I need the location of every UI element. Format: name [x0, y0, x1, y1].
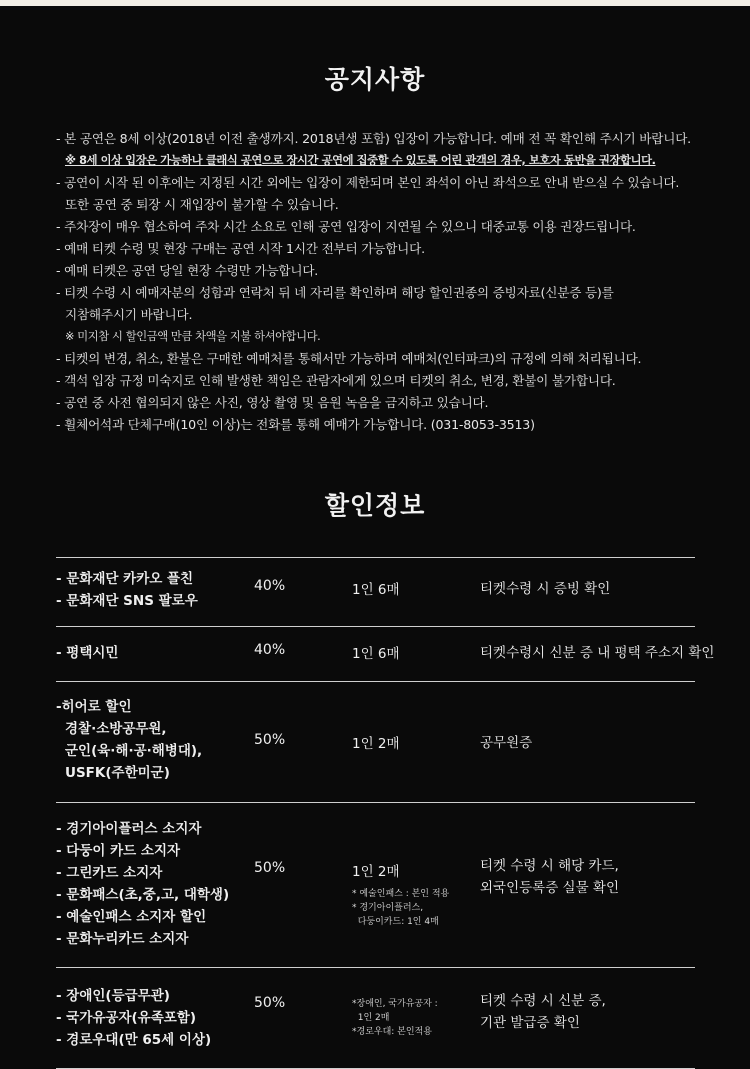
- discount-row: [56, 558, 695, 627]
- confirm-method: [480, 855, 619, 899]
- discount-rate: 50%: [254, 995, 286, 1011]
- notice-line: ※ 미지참 시 할인금액 만큼 차액을 지불 하셔야합니다.: [65, 330, 321, 343]
- discount-targets: [56, 696, 202, 784]
- purchase-limit: 1인 2매: [352, 864, 400, 880]
- discount-row: [56, 627, 715, 682]
- notice-line: 또한 공연 중 퇴장 시 재입장이 불가할 수 있습니다.: [65, 197, 339, 212]
- confirm-method: [480, 732, 532, 754]
- discount-table: [56, 557, 715, 1069]
- notice-line: - 본 공연은 8세 이상(2018년 이전 출생까지. 2018년생 포함) 입장이 가능합니다. 예매 전 꼭 확인해 주시기 바랍니다.: [56, 131, 691, 146]
- target-item: - 경기아이플러스 소지자: [56, 821, 202, 837]
- notice-line: - 주차장이 매우 협소하여 주차 시간 소요로 인해 공연 입장이 지연될 수 있으니 대중교통 이용 권장드립니다.: [56, 219, 636, 234]
- discount-row: [56, 682, 695, 803]
- confirm-method: [480, 990, 606, 1034]
- discount-targets: [56, 818, 229, 950]
- target-item: USFK(주한미군): [65, 765, 170, 781]
- notice-line: - 티켓 수령 시 예매자분의 성함과 연락처 뒤 네 자리를 확인하며 해당 할인권종의 증빙자료(신분증 등)를: [56, 285, 614, 300]
- limit-note: * 예술인패스 : 본인 적용: [352, 889, 450, 899]
- limit-note: *경로우대: 본인적용: [352, 1027, 432, 1037]
- confirm-line: 기관 발급증 확인: [480, 1015, 580, 1031]
- discount-targets: [56, 642, 118, 664]
- confirm-line: 티켓수령시 신분 증 내 평택 주소지 확인: [480, 645, 715, 661]
- limit-note: 다둥이카드: 1인 4매: [352, 917, 439, 927]
- target-item: - 평택시민: [56, 645, 119, 661]
- target-item: - 그린카드 소지자: [56, 865, 163, 881]
- notice-line: 지참해주시기 바랍니다.: [65, 307, 193, 322]
- notice-line: - 예매 티켓 수령 및 현장 구매는 공연 시작 1시간 전부터 가능합니다.: [56, 241, 425, 256]
- notice-title: 공지사항: [324, 65, 426, 94]
- notice-list: [56, 128, 706, 436]
- notice-line: ※ 8세 이상 입장은 가능하나 클래식 공연으로 장시간 공연에 집중할 수 있도록 어린 관객의 경우, 보호자 동반을 권장합니다.: [65, 154, 656, 167]
- notice-line: - 공연이 시작 된 이후에는 지정된 시간 외에는 입장이 제한되며 본인 좌석이 아닌 좌석으로 안내 받으실 수 있습니다.: [56, 175, 680, 190]
- target-item: - 예술인패스 소지자 할인: [56, 909, 207, 925]
- notice-line: - 티켓의 변경, 취소, 환불은 구매한 예매처를 통해서만 가능하며 예매처(인터파크)의 규정에 의해 처리됩니다.: [56, 351, 642, 366]
- notice-line: - 예매 티켓은 공연 당일 현장 수령만 가능합니다.: [56, 263, 319, 278]
- purchase-limit: 1인 2매: [352, 736, 400, 752]
- purchase-limit: 1인 6매: [352, 646, 400, 662]
- target-item: - 장애인(등급무관): [56, 988, 170, 1004]
- target-item: - 국가유공자(유족포함): [56, 1010, 197, 1026]
- target-item: 군인(육·해·공·해병대),: [65, 743, 203, 759]
- limit-notes: [352, 997, 438, 1039]
- discount-targets: [56, 568, 198, 612]
- confirm-line: 티켓수령 시 증빙 확인: [480, 581, 611, 597]
- confirm-line: 공무원증: [480, 735, 533, 751]
- confirm-line: 티켓 수령 시 해당 카드,: [480, 858, 619, 874]
- limit-note: * 경기아이플러스,: [352, 903, 424, 913]
- purchase-limit: 1인 6매: [352, 582, 400, 598]
- notice-line: - 객석 입장 규정 미숙지로 인해 발생한 책임은 관람자에게 있으며 티켓의 취소, 변경, 환불이 불가합니다.: [56, 373, 616, 388]
- discount-title: 할인정보: [324, 491, 426, 520]
- discount-rate: 50%: [254, 860, 286, 876]
- target-item: - 문화재단 SNS 팔로우: [56, 593, 198, 609]
- top-accent-bar: [0, 0, 750, 6]
- confirm-method: [480, 578, 610, 600]
- notice-line: - 휠체어석과 단체구매(10인 이상)는 전화를 통해 예매가 가능합니다. (031-8053-3513): [56, 417, 535, 432]
- discount-targets: [56, 985, 211, 1051]
- target-item: - 문화누리카드 소지자: [56, 931, 189, 947]
- discount-row: [56, 803, 695, 968]
- target-item: 경찰·소방공무원,: [65, 721, 167, 737]
- discount-row: [56, 968, 695, 1069]
- confirm-line: 외국인등록증 실물 확인: [480, 880, 619, 896]
- discount-rate: 40%: [254, 642, 286, 658]
- limit-note: *장애인, 국가유공자 :: [352, 999, 438, 1009]
- confirm-method: [480, 642, 714, 664]
- target-item: - 다둥이 카드 소지자: [56, 843, 181, 859]
- confirm-line: 티켓 수령 시 신분 증,: [480, 993, 606, 1009]
- limit-notes: [352, 887, 449, 929]
- limit-note: 1인 2매: [352, 1013, 390, 1023]
- discount-rate: 50%: [254, 732, 286, 748]
- discount-rate: 40%: [254, 578, 286, 594]
- target-item: - 문화재단 카카오 플친: [56, 571, 194, 587]
- target-item: -히어로 할인: [56, 699, 132, 715]
- notice-line: - 공연 중 사전 협의되지 않은 사진, 영상 촬영 및 음원 녹음을 금지하고 있습니다.: [56, 395, 489, 410]
- target-item: - 경로우대(만 65세 이상): [56, 1032, 212, 1048]
- target-item: - 문화패스(초,중,고, 대학생): [56, 887, 230, 903]
